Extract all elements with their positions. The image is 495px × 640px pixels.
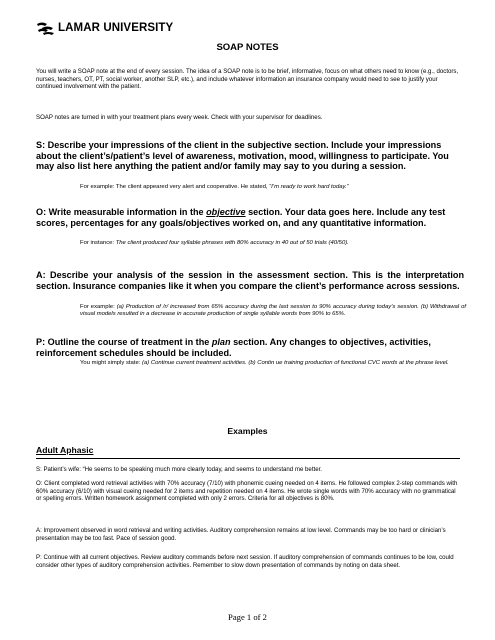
example-p-note: P: Continue with all current objectives. Review auditory commands before next session. If auditory comprehension of commands continues to be low, could consider other types of auditory comprehension activities. Remember to slow down presentation of commands by noting on data sheet. <box>36 554 454 569</box>
divider <box>36 458 460 459</box>
assessment-example <box>80 304 466 319</box>
assessment-example-prefix: For example: <box>80 304 117 310</box>
plan-heading-a: P: Outline the course of treatment in the <box>36 337 212 347</box>
examples-heading: Examples <box>227 426 268 436</box>
plan-keyword: plan <box>211 337 231 347</box>
subjective-heading: S: Describe your impressions of the client in the subjective section. Include your impressions about the client’s/patient’s level of awareness, motivation, mood, willingness to participate. You may also list here anything the patient and/or family may say to you during a session. <box>36 140 449 172</box>
plan-example-text: (a) Continue current treatment activities. (b) Contin ue training production of functional CVC words at the phrase level. <box>142 360 449 366</box>
example-o-note: O: Client completed word retrieval activities with 70% accuracy (7/10) with phonemic cueing needed on 4 items. He followed complex 2-step commands with 60% accuracy (6/10) with visual cueing needed for 2 items and repetition needed on 4 items. He wrote single words with 70% accuracy with no grammatical or spelling errors. Written homework assignment completed with only 2 errors. Criteria for all objectives is 80%. <box>36 480 458 503</box>
subjective-example-prefix: For example: The client appeared very alert and cooperative. He stated, <box>80 184 270 190</box>
lamar-logo-icon <box>36 21 55 36</box>
plan-heading-b: section. Any changes to objectives, activities, reinforcement schedules should be included. <box>36 337 431 358</box>
plan-example-prefix: You might simply state: <box>80 360 142 366</box>
university-name: LAMAR UNIVERSITY <box>58 22 174 34</box>
assessment-example-text: (a) Production of /r/ increased from 65% accuracy during the last session to 90% accuracy during today’s session. (b) Withdrawal of visual models resulted in a decrease in accurate production of single syllable words from 90% to 65%. <box>80 304 467 318</box>
example-a-note: A: Improvement observed in word retrieval and writing activities. Auditory comprehension remains at low level. Commands may be too hard or clinician’s presentation may be too fast. Pace of session good. <box>36 527 446 542</box>
turnin-paragraph: SOAP notes are turned in with your treatment plans every week. Check with your supervisor for deadlines. <box>36 114 323 121</box>
objective-heading-b: section. Your data goes here. Include any test scores, percentages for any goals/objectives worked on, and any quantitative information. <box>36 207 446 228</box>
objective-keyword: objective <box>206 207 246 217</box>
objective-example <box>80 240 466 247</box>
page-title: SOAP NOTES <box>216 42 279 53</box>
objective-example-text: The client produced four syllable phrases with 80% accuracy in 40 out of 50 trials (40/50). <box>115 240 349 246</box>
assessment-heading: A: Describe your analysis of the session in the assessment section. This is the interpretation section. Insurance companies like it when you compare the client’s performance across sessions. <box>36 270 464 291</box>
adult-aphasic-heading: Adult Aphasic <box>36 445 94 455</box>
university-logo <box>36 20 173 36</box>
subjective-example-quote: “I’m ready to work hard today.” <box>269 184 349 190</box>
example-s-note: S: Patient’s wife: “He seems to be speaking much more clearly today, and seems to understand me better. <box>36 466 322 473</box>
plan-heading <box>36 337 464 358</box>
plan-example <box>80 360 466 367</box>
intro-paragraph: You will write a SOAP note at the end of every session. The idea of a SOAP note is to be brief, informative, focus on what others need to know (e.g., doctors, nurses, teachers, OT, PT, social worker, another SLP, etc.), and include whatever information an insurance company would need to see to justify your continued involvement with the patient. <box>36 68 459 91</box>
subjective-example <box>80 184 466 191</box>
objective-heading <box>36 207 464 228</box>
objective-example-prefix: For instance: <box>80 240 116 246</box>
page-number: Page 1 of 2 <box>228 612 267 622</box>
objective-heading-a: O: Write measurable information in the <box>36 207 207 217</box>
